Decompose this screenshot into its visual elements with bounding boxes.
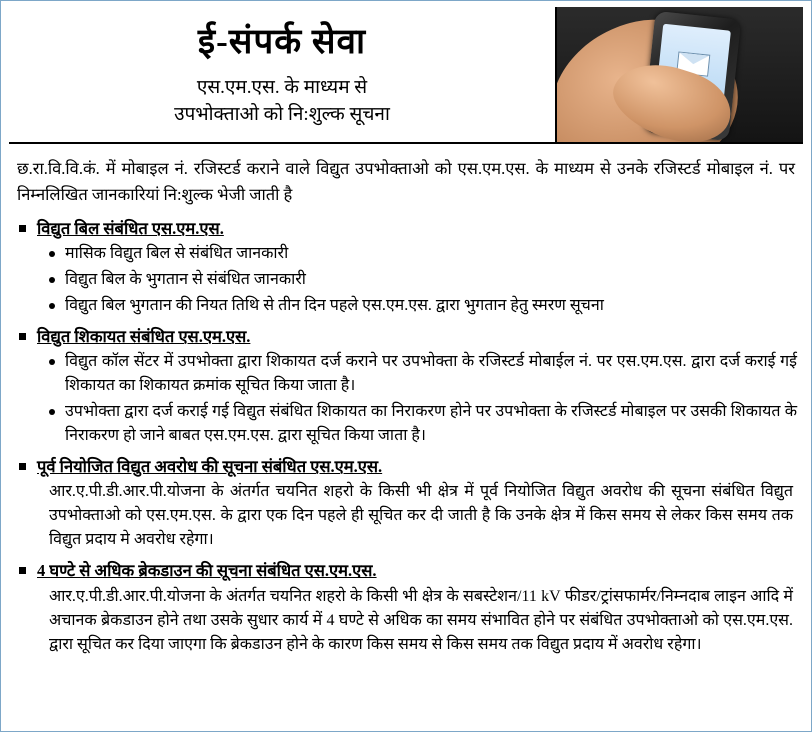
section-paragraph: आर.ए.पी.डी.आर.पी.योजना के अंतर्गत चयनित शहरो के किसी भी क्षेत्र के सबस्टेशन/11 kV फीडर/ट्रांसफार्मर/निम्नदाब लाइन आदि में अचानक ब्रेकडाउन होने तथा उसके सुधार कार्य में 4 घण्टे से अधिक का समय संभावित होने पर संबंधित उपभोक्ताओ को एस.एम.एस. द्वारा सूचित कर दिया जाएगा कि ब्रेकडाउन होने के कारण किस समय से किस समय तक विद्युत प्रदाय में अवरोध रहेगा। <box>49 587 793 653</box>
section-heading-text: विद्युत बिल संबंधित एस.एम.एस. <box>37 219 224 239</box>
list-item <box>49 400 797 448</box>
section-heading-text: विद्युत शिकायत संबंधित एस.एम.एस. <box>37 327 251 347</box>
dot-bullet-icon <box>49 251 55 257</box>
section-bill-sms <box>15 217 797 318</box>
document-body <box>1 144 811 657</box>
list-item <box>49 350 797 398</box>
subtitle-line-1: एस.एम.एस. के माध्यम से <box>196 76 368 98</box>
square-bullet-icon <box>19 463 26 470</box>
list-item-text: उपभोक्ता द्वारा दर्ज कराई गई विद्युत संबंधित शिकायत का निराकरण होने पर उपभोक्ता के रजिस्टर्ड मोबाइल पर उसकी शिकायत के निराकरण हो जाने बाबत एस.एम.एस. द्वारा सूचित किया जाता है। <box>65 403 797 445</box>
subtitle-line-2: उपभोक्ताओ को नि:शुल्क सूचना <box>174 104 390 126</box>
document-header <box>9 7 803 142</box>
section-heading <box>15 325 797 348</box>
list-item-text: विद्युत बिल भुगतान की नियत तिथि से तीन दिन पहले एस.एम.एस. द्वारा भुगतान हेतु स्मरण सूचना <box>65 297 604 315</box>
mobile-phone-photo <box>557 7 803 142</box>
list-item <box>49 294 797 318</box>
dot-bullet-icon <box>49 359 55 365</box>
section-heading <box>15 559 797 582</box>
dot-bullet-icon <box>49 303 55 309</box>
square-bullet-icon <box>19 567 26 574</box>
dot-bullet-icon <box>49 409 55 415</box>
section-breakdown-sms <box>15 559 797 656</box>
square-bullet-icon <box>19 333 26 340</box>
section-paragraph: आर.ए.पी.डी.आर.पी.योजना के अंतर्गत चयनित शहरो के किसी भी क्षेत्र में पूर्व नियोजित विद्युत अवरोध की सूचना संबंधित विद्युत उपभोक्ताओ को एस.एम.एस. के द्वारा एक दिन पहले ही सूचित कर दी जाती है कि उनके क्षेत्र में किस समय से लेकर किस समय तक विद्युत प्रदाय मे अवरोध रहेगा। <box>49 483 793 549</box>
list-item <box>49 268 797 292</box>
list-item <box>49 242 797 266</box>
page-subtitle <box>174 74 390 129</box>
page-title: ई-संपर्क सेवा <box>197 22 367 61</box>
section-item-list <box>15 350 797 448</box>
section-heading-text: 4 घण्टे से अधिक ब्रेकडाउन की सूचना संबंधित एस.एम.एस. <box>37 561 377 581</box>
list-item-text: मासिक विद्युत बिल से संबंधित जानकारी <box>65 245 289 263</box>
square-bullet-icon <box>19 225 26 232</box>
dot-bullet-icon <box>49 277 55 283</box>
section-planned-outage-sms <box>15 455 797 552</box>
section-heading <box>15 455 797 478</box>
section-heading-text: पूर्व नियोजित विद्युत अवरोध की सूचना संबंधित एस.एम.एस. <box>37 457 383 477</box>
list-item-text: विद्युत कॉल सेंटर में उपभोक्ता द्वारा शिकायत दर्ज कराने पर उपभोक्ता के रजिस्टर्ड मोबाईल नं. पर एस.एम.एस. द्वारा दर्ज कराई गई शिकायत का शिकायत क्रमांक सूचित किया जाता है। <box>65 353 797 395</box>
section-heading <box>15 217 797 240</box>
list-item-text: विद्युत बिल के भुगतान से संबंधित जानकारी <box>65 271 306 289</box>
section-complaint-sms <box>15 325 797 448</box>
intro-paragraph: छ.रा.वि.वि.कं. में मोबाइल नं. रजिस्टर्ड कराने वाले विद्युत उपभोक्ताओ को एस.एम.एस. के माध्यम से उनके रजिस्टर्ड मोबाइल नं. पर निम्नलिखित जानकारियां नि:शुल्क भेजी जाती है <box>17 159 795 204</box>
section-item-list <box>15 242 797 318</box>
header-text-block <box>9 7 557 142</box>
